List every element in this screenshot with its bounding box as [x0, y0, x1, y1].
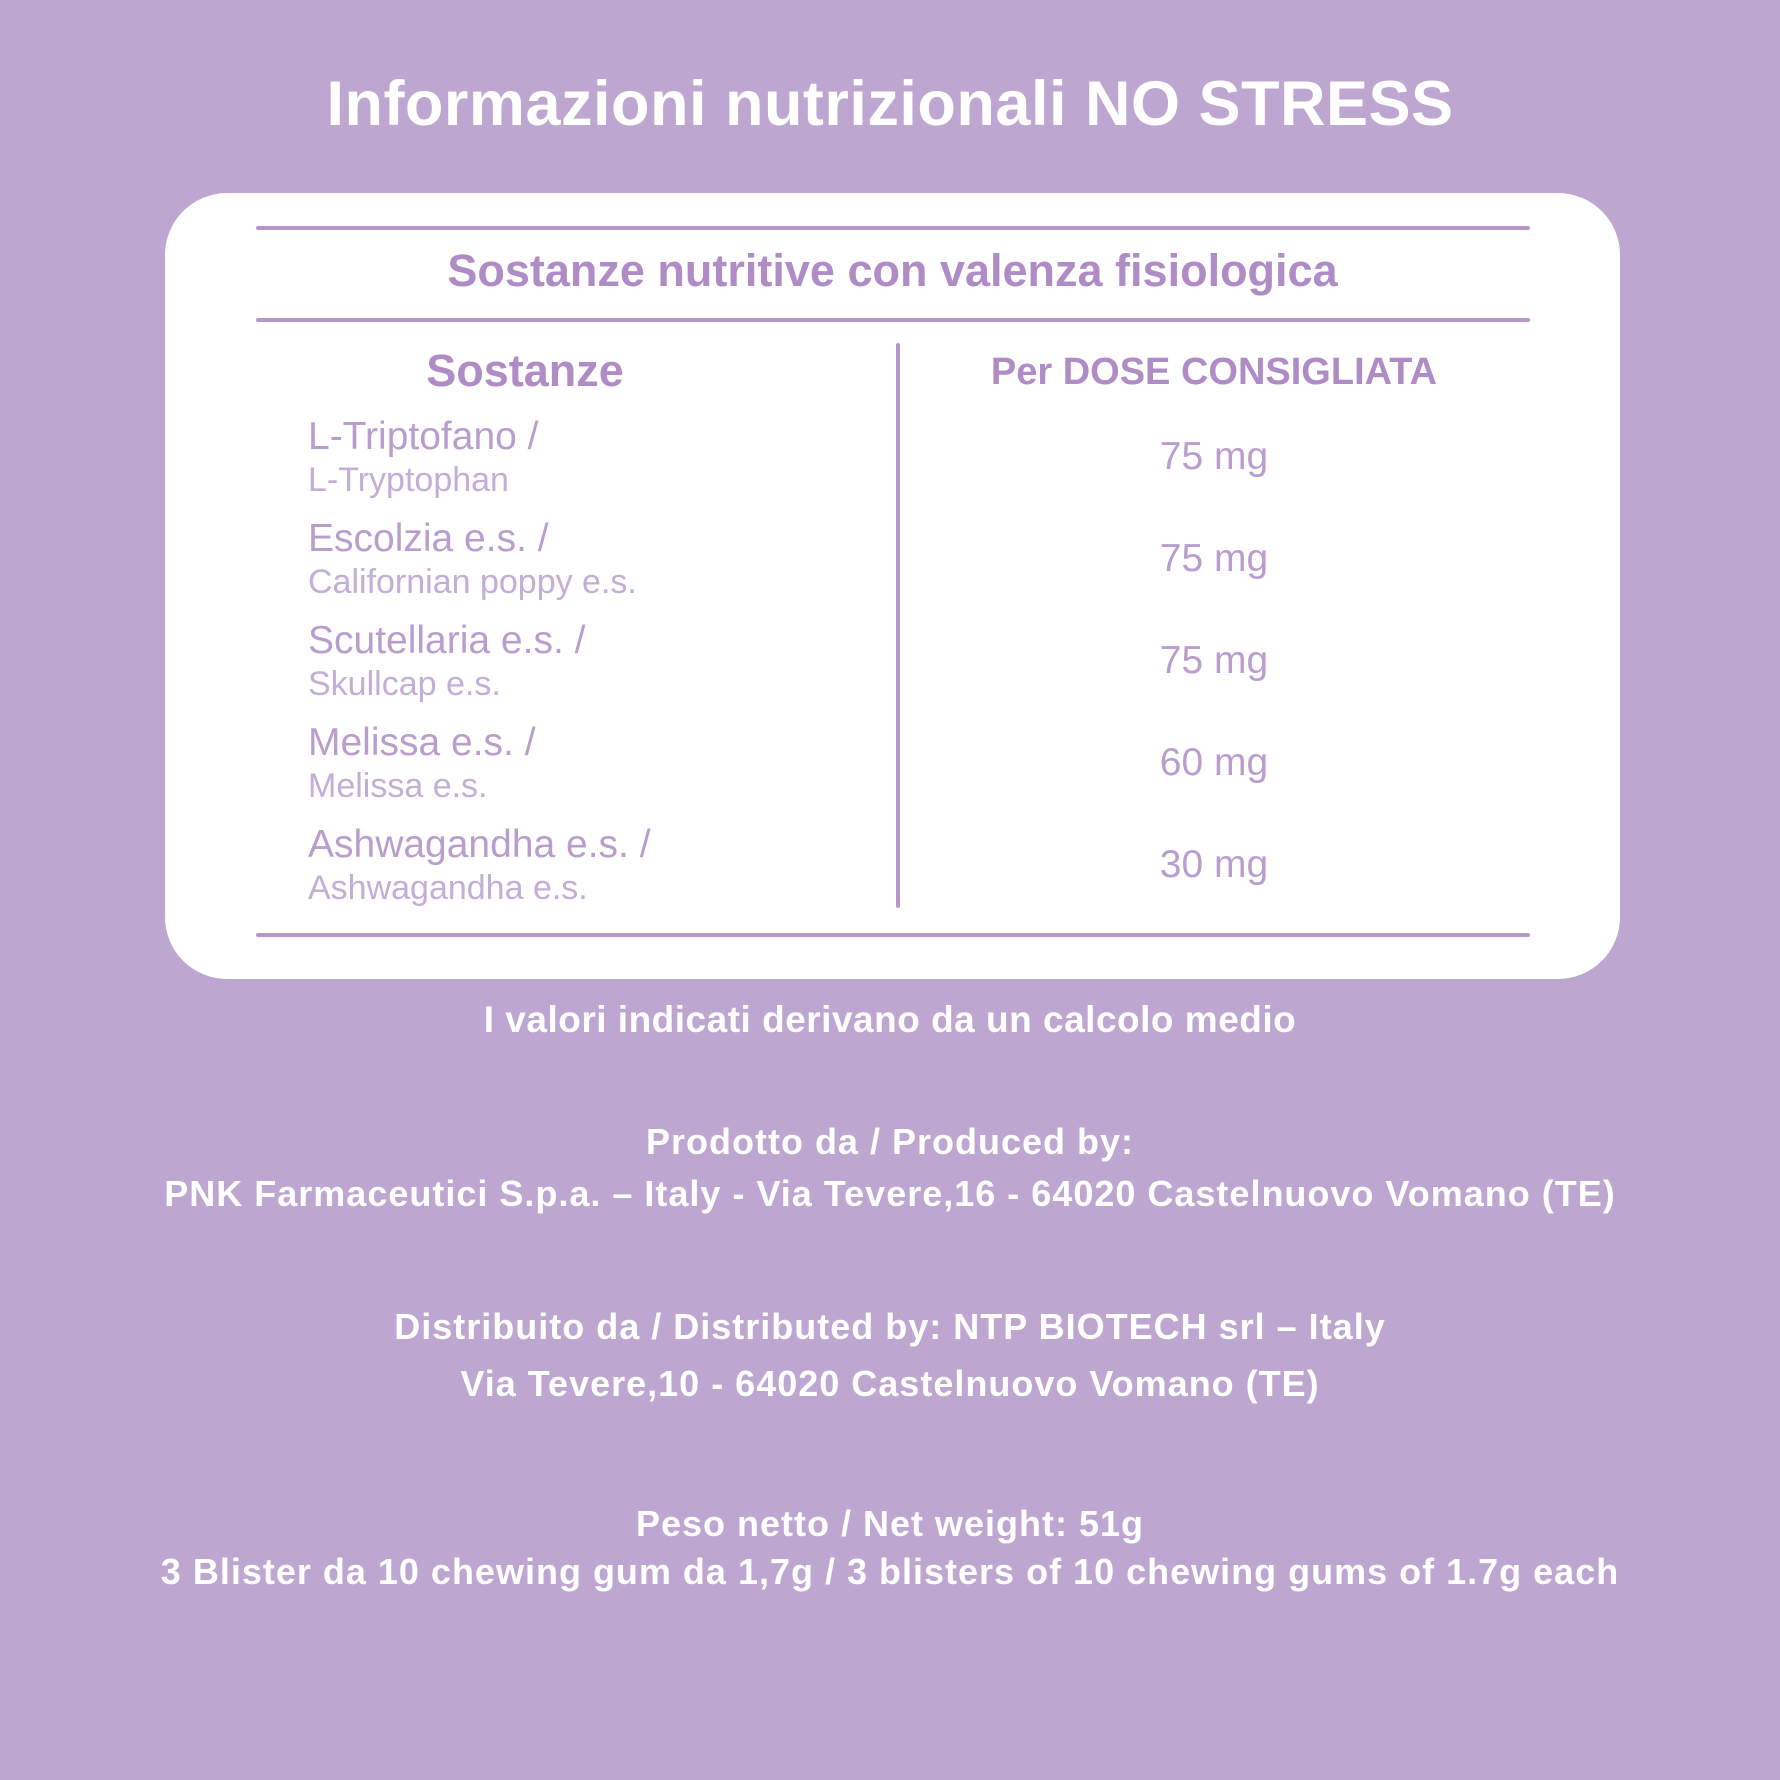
column-header-substances: Sostanze	[426, 345, 624, 396]
substance-dose: 60 mg	[1159, 741, 1269, 784]
substance-dose: 75 mg	[1159, 537, 1269, 580]
table-row	[165, 712, 1620, 814]
nutrition-facts-card	[165, 193, 1620, 979]
column-header-dose: Per DOSE CONSIGLIATA	[990, 351, 1438, 393]
table-row	[165, 814, 1620, 916]
substance-name-en: Melissa e.s.	[308, 767, 488, 805]
substance-dose: 75 mg	[1159, 639, 1269, 682]
blister-count: 3 Blister da 10 chewing gum da 1,7g / 3 blisters of 10 chewing gums of 1.7g each	[160, 1551, 1620, 1592]
distributor-line1: Distribuito da / Distributed by: NTP BIOTECH srl – Italy	[394, 1306, 1386, 1347]
substance-table	[165, 406, 1620, 916]
substance-dose: 75 mg	[1159, 435, 1269, 478]
substance-dose: 30 mg	[1159, 843, 1269, 886]
substance-name-en: Ashwagandha e.s.	[308, 869, 588, 907]
table-row	[165, 610, 1620, 712]
divider-middle	[256, 318, 1530, 322]
substance-name-cell	[165, 618, 898, 704]
net-weight: Peso netto / Net weight: 51g	[635, 1503, 1145, 1544]
card-header: Sostanze nutritive con valenza fisiologica	[447, 245, 1338, 296]
producer-label: Prodotto da / Produced by:	[645, 1121, 1134, 1162]
substance-name-cell	[165, 516, 898, 602]
divider-bottom	[256, 933, 1530, 937]
average-calculation-note: I valori indicati derivano da un calcolo medio	[483, 999, 1297, 1040]
substance-name-en: Californian poppy e.s.	[308, 563, 637, 601]
distributor-line2: Via Tevere,10 - 64020 Castelnuovo Vomano (TE)	[460, 1363, 1320, 1404]
table-row	[165, 508, 1620, 610]
substance-name-cell	[165, 822, 898, 908]
substance-name-it: Escolzia e.s. /	[308, 517, 549, 560]
substance-name-cell	[165, 414, 898, 500]
table-row	[165, 406, 1620, 508]
substance-name-en: Skullcap e.s.	[308, 665, 501, 703]
substance-name-it: Ashwagandha e.s. /	[308, 823, 651, 866]
divider-top	[256, 226, 1530, 230]
substance-name-it: Scutellaria e.s. /	[308, 619, 586, 662]
substance-name-cell	[165, 720, 898, 806]
substance-name-it: L-Triptofano /	[308, 415, 539, 458]
substance-name-en: L-Tryptophan	[308, 461, 509, 499]
producer-address: PNK Farmaceutici S.p.a. – Italy - Via Tevere,16 - 64020 Castelnuovo Vomano (TE)	[164, 1173, 1616, 1214]
page-title: Informazioni nutrizionali NO STRESS	[326, 69, 1454, 139]
substance-name-it: Melissa e.s. /	[308, 721, 536, 764]
